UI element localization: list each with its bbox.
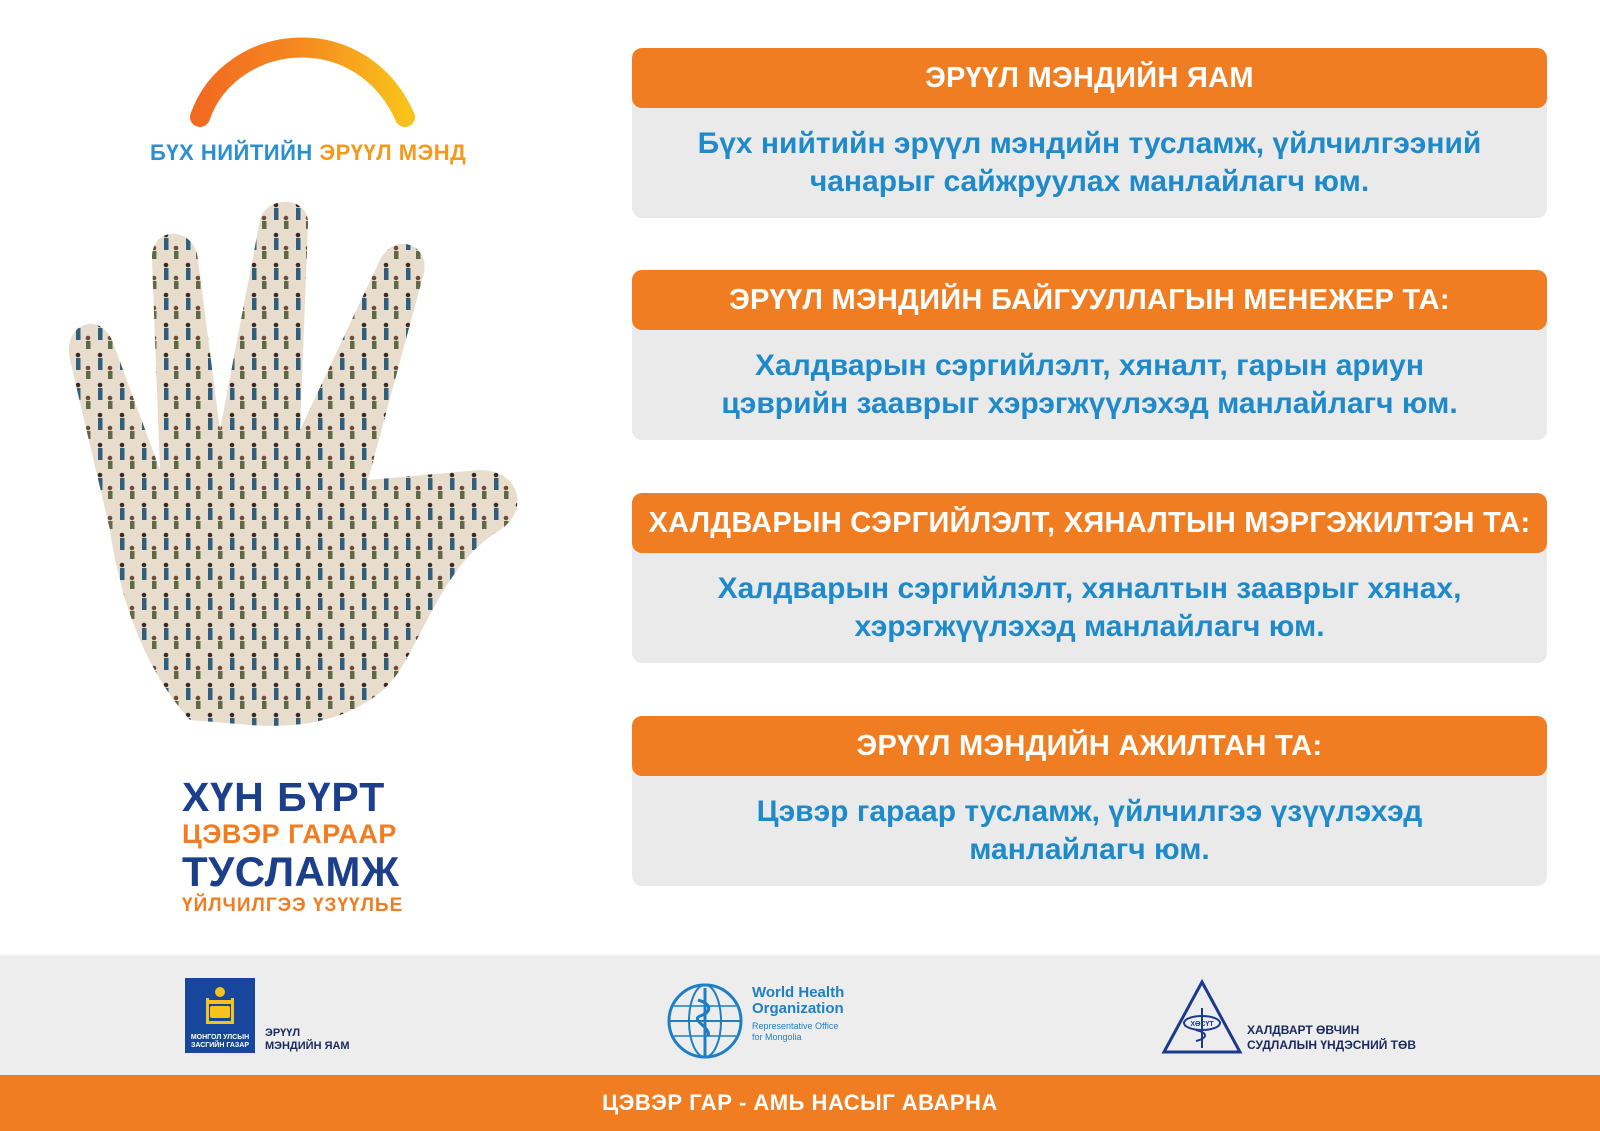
government-emblem-icon [185,978,255,1053]
slogan-line-4: ҮЙЛЧИЛГЭЭ ҮЗҮҮЛЬЕ [182,895,404,916]
soyombo-icon [200,984,240,1028]
rainbow-arc-logo [190,22,420,132]
card-specialist [632,493,1547,663]
brand-title [150,140,467,166]
slogan-line-1: ХҮН БҮРТ [182,774,386,820]
slogan-line-2: ЦЭВЭР ГАРААР [182,819,397,849]
left-panel [0,0,600,950]
who-line-4: for Mongolia [752,1032,802,1042]
footer-tagline: ЦЭВЭР ГАР - АМЬ НАСЫГ АВАРНА [602,1090,998,1115]
brand-word-1: БҮХ НИЙТИЙН [150,140,313,165]
card-title: ЭРҮҮЛ МЭНДИЙН БАЙГУУЛЛАГЫН МЕНЕЖЕР ТА: [632,270,1547,330]
card-text: Бүх нийтийн эрүүл мэндийн тусламж, үйлчилгээний чанарыг сайжруулах манлайлагч юм. [632,100,1547,218]
ministry-label [265,1027,350,1053]
card-text: Цэвэр гараар тусламж, үйлчилгээ үзүүлэхэд манлайлагч юм. [632,768,1547,886]
card-manager [632,270,1547,440]
card-title: ЭРҮҮЛ МЭНДИЙН АЖИЛТАН ТА: [632,716,1547,776]
ministry-label-line-1: ЭРҮҮЛ [265,1027,301,1039]
nicd-badge-text: ХӨСҮТ [1190,1021,1214,1028]
card-title: ХАЛДВАРЫН СЭРГИЙЛЭЛТ, ХЯНАЛТЫН МЭРГЭЖИЛТЭН ТА: [632,493,1547,553]
card-text: Халдварын сэргийлэлт, хяналтын зааврыг хянах, хэрэгжүүлэхэд манлайлагч юм. [632,545,1547,663]
who-line-3: Representative Office [752,1021,839,1031]
who-line-2: Organization [752,1000,844,1017]
card-title: ЭРҮҮЛ МЭНДИЙН ЯАМ [632,48,1547,108]
card-text: Халдварын сэргийлэлт, хяналт, гарын ариун цэврийн зааврыг хэрэгжүүлэхэд манлайлагч юм. [632,322,1547,440]
slogan [182,776,502,918]
card-ministry [632,48,1547,218]
who-emblem-icon [662,978,748,1064]
hand-of-people-illustration [50,200,550,740]
nicd-line-1: ХАЛДВАРТ ӨВЧИН [1247,1023,1360,1037]
hand-shape [69,202,518,726]
slogan-line-3: ТУСЛАМЖ [182,848,400,895]
brand-word-2: ЭРҮҮЛ МЭНД [319,140,467,165]
who-line-1: World Health [752,984,845,1001]
who-label [752,985,844,1043]
card-health-worker [632,716,1547,886]
nicd-line-2: СУДЛАЛЫН ҮНДЭСНИЙ ТӨВ [1247,1038,1416,1052]
nicd-label [1247,1023,1416,1053]
footer-tagline-bar [0,1075,1600,1131]
gov-caption: МОНГОЛ УЛСЫН ЗАСГИЙН ГАЗАР [190,1034,250,1049]
ministry-label-line-2: МЭНДИЙН ЯАМ [265,1040,350,1052]
nicd-emblem-icon [1160,978,1244,1058]
